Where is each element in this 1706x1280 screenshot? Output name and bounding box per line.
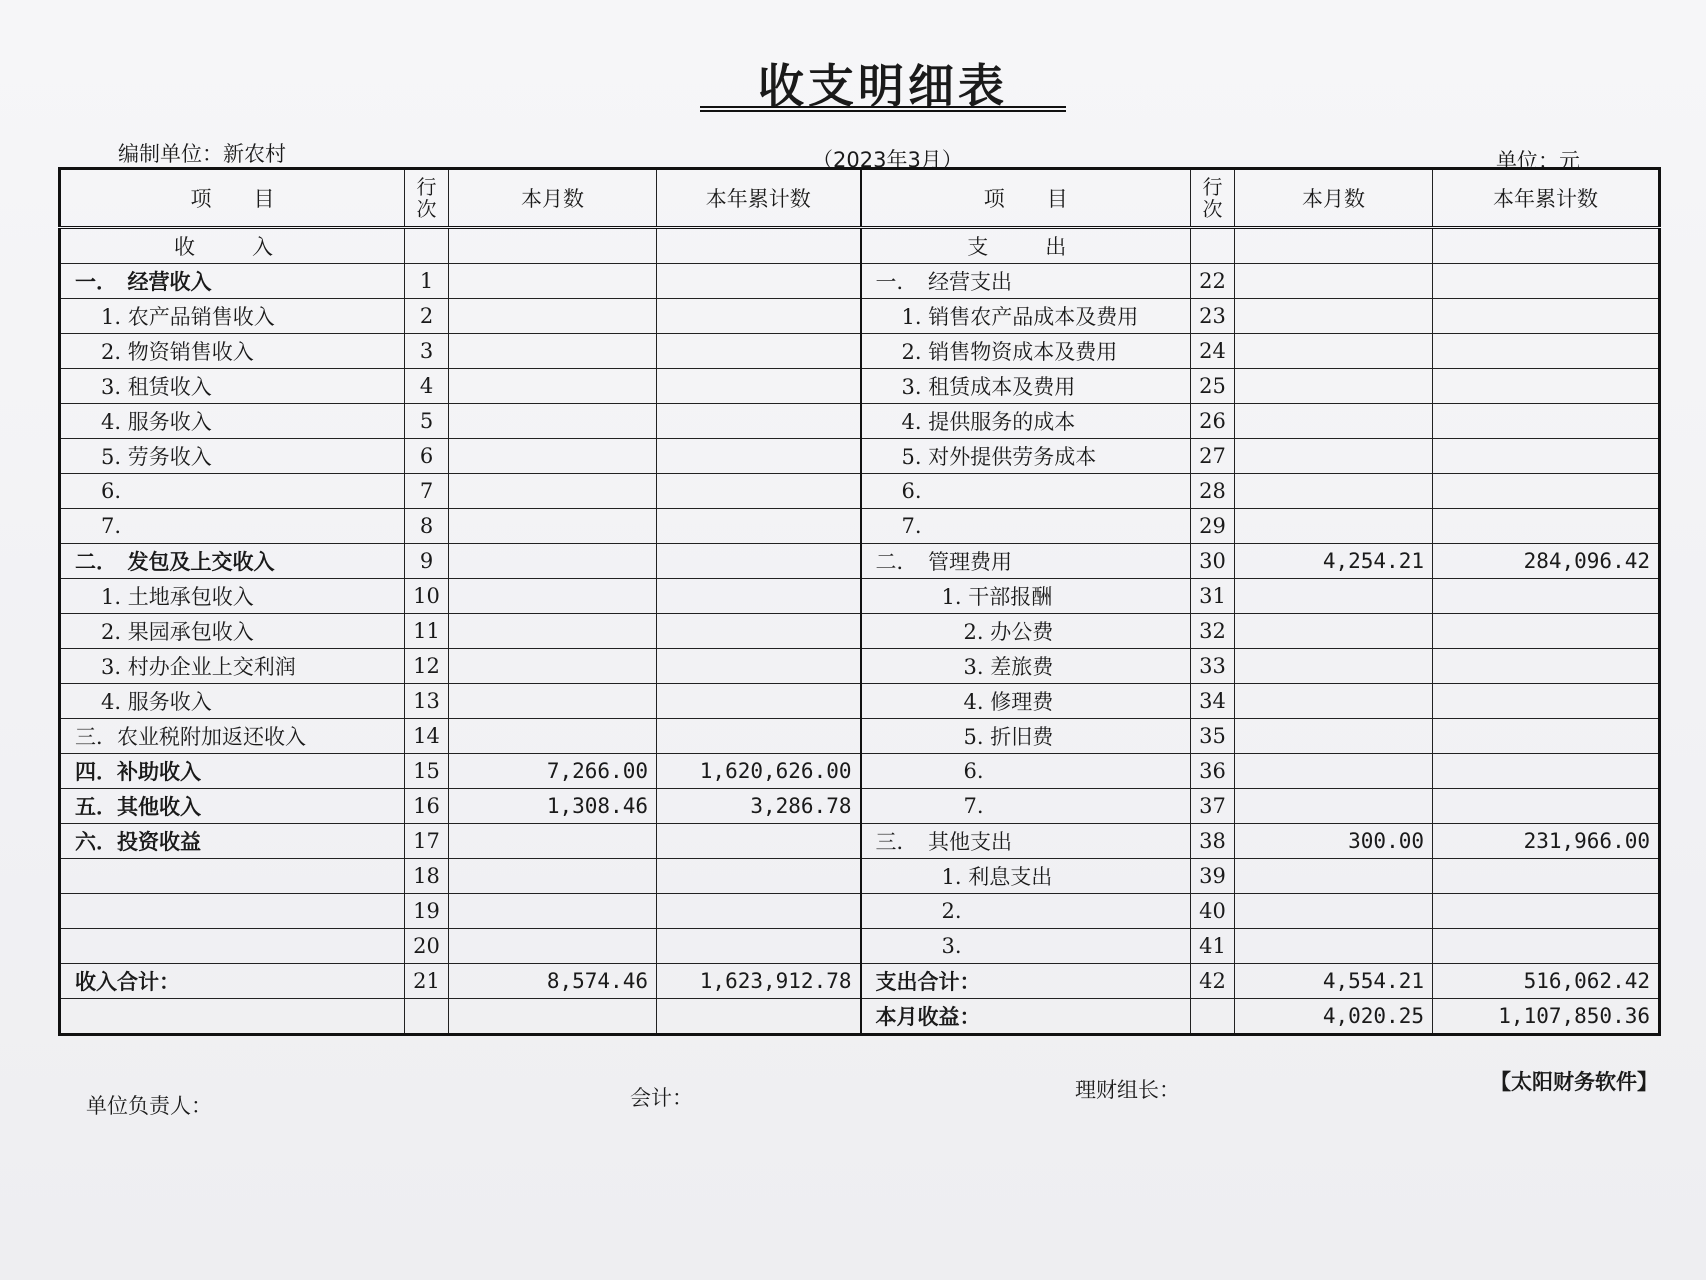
right-month-value-cell bbox=[1235, 719, 1433, 754]
left-line-no-cell: 19 bbox=[405, 894, 449, 929]
table-row bbox=[60, 264, 1660, 299]
right-line-no-cell: 25 bbox=[1191, 369, 1235, 404]
right-line-no-cell: 39 bbox=[1191, 859, 1235, 894]
left-ytd-value-cell: 1,623,912.78 bbox=[657, 964, 861, 999]
right-ytd-value-cell bbox=[1433, 404, 1660, 439]
left-ytd-value-cell bbox=[657, 684, 861, 719]
table-row bbox=[60, 999, 1660, 1035]
left-line-no-cell: 8 bbox=[405, 509, 449, 544]
right-item-cell: 2. 销售物资成本及费用 bbox=[861, 334, 1191, 369]
right-month-value-cell bbox=[1235, 264, 1433, 299]
left-month-value-cell bbox=[449, 894, 657, 929]
right-line-no-cell: 34 bbox=[1191, 684, 1235, 719]
table-row bbox=[60, 649, 1660, 684]
left-line-no-cell: 14 bbox=[405, 719, 449, 754]
left-month-value-cell bbox=[449, 228, 657, 264]
left-line-no-cell bbox=[405, 228, 449, 264]
left-item-cell: 3. 村办企业上交利润 bbox=[60, 649, 405, 684]
right-month-value-cell bbox=[1235, 474, 1433, 509]
left-month-value-cell bbox=[449, 299, 657, 334]
right-line-no-cell: 32 bbox=[1191, 614, 1235, 649]
right-ytd-value-cell bbox=[1433, 754, 1660, 789]
left-item-cell: 二． 发包及上交收入 bbox=[60, 544, 405, 579]
left-item-cell: 1. 农产品销售收入 bbox=[60, 299, 405, 334]
left-item-cell: 五．其他收入 bbox=[60, 789, 405, 824]
right-item-cell: 5. 折旧费 bbox=[861, 719, 1191, 754]
right-line-no-cell: 28 bbox=[1191, 474, 1235, 509]
right-item-cell: 7. bbox=[861, 509, 1191, 544]
right-item-cell: 本月收益： bbox=[861, 999, 1191, 1035]
left-line-no-cell: 5 bbox=[405, 404, 449, 439]
left-month-value-cell: 7,266.00 bbox=[449, 754, 657, 789]
right-line-no-cell: 33 bbox=[1191, 649, 1235, 684]
left-line-no-cell: 10 bbox=[405, 579, 449, 614]
right-ytd-value-cell bbox=[1433, 228, 1660, 264]
left-item-cell: 4. 服务收入 bbox=[60, 684, 405, 719]
right-line-no-cell: 41 bbox=[1191, 929, 1235, 964]
right-ytd-value-cell bbox=[1433, 894, 1660, 929]
right-ytd-value-cell: 284,096.42 bbox=[1433, 544, 1660, 579]
right-ytd-value-cell bbox=[1433, 929, 1660, 964]
right-ytd-value-cell bbox=[1433, 474, 1660, 509]
header-month-right: 本月数 bbox=[1235, 169, 1433, 228]
left-line-no-cell bbox=[405, 999, 449, 1035]
left-month-value-cell bbox=[449, 999, 657, 1035]
right-item-cell: 7. bbox=[861, 789, 1191, 824]
table-header-row bbox=[60, 169, 1660, 228]
right-month-value-cell bbox=[1235, 859, 1433, 894]
right-item-cell: 一． 经营支出 bbox=[861, 264, 1191, 299]
right-item-cell: 6. bbox=[861, 474, 1191, 509]
table-row bbox=[60, 334, 1660, 369]
left-line-no-cell: 9 bbox=[405, 544, 449, 579]
right-month-value-cell bbox=[1235, 894, 1433, 929]
left-month-value-cell bbox=[449, 579, 657, 614]
left-month-value-cell bbox=[449, 439, 657, 474]
left-line-no-cell: 7 bbox=[405, 474, 449, 509]
left-line-no-cell: 11 bbox=[405, 614, 449, 649]
left-ytd-value-cell bbox=[657, 894, 861, 929]
left-month-value-cell bbox=[449, 859, 657, 894]
right-item-cell: 4. 提供服务的成本 bbox=[861, 404, 1191, 439]
right-month-value-cell bbox=[1235, 649, 1433, 684]
left-line-no-cell: 20 bbox=[405, 929, 449, 964]
left-item-cell: 收 入 bbox=[60, 228, 405, 264]
right-item-cell: 2. bbox=[861, 894, 1191, 929]
right-line-no-cell: 42 bbox=[1191, 964, 1235, 999]
right-item-cell: 2. 办公费 bbox=[861, 614, 1191, 649]
right-line-no-cell: 40 bbox=[1191, 894, 1235, 929]
header-item-left: 项 目 bbox=[60, 169, 405, 228]
right-month-value-cell: 300.00 bbox=[1235, 824, 1433, 859]
right-item-cell: 3. 租赁成本及费用 bbox=[861, 369, 1191, 404]
table-row bbox=[60, 228, 1660, 264]
left-item-cell: 四．补助收入 bbox=[60, 754, 405, 789]
right-ytd-value-cell bbox=[1433, 684, 1660, 719]
footer-software: 【太阳财务软件】 bbox=[1490, 1070, 1658, 1094]
left-item-cell: 7. bbox=[60, 509, 405, 544]
header-line-bottom: 次 bbox=[416, 197, 437, 221]
left-line-no-cell: 13 bbox=[405, 684, 449, 719]
left-ytd-value-cell bbox=[657, 439, 861, 474]
right-ytd-value-cell bbox=[1433, 369, 1660, 404]
left-ytd-value-cell bbox=[657, 719, 861, 754]
right-item-cell: 1. 干部报酬 bbox=[861, 579, 1191, 614]
left-item-cell: 三．农业税附加返还收入 bbox=[60, 719, 405, 754]
left-ytd-value-cell bbox=[657, 474, 861, 509]
left-line-no-cell: 4 bbox=[405, 369, 449, 404]
right-item-cell: 3. bbox=[861, 929, 1191, 964]
org-label: 编制单位：新农村 bbox=[118, 142, 286, 166]
right-line-no-cell: 22 bbox=[1191, 264, 1235, 299]
header-ytd-left: 本年累计数 bbox=[657, 169, 861, 228]
right-month-value-cell bbox=[1235, 614, 1433, 649]
right-item-cell: 6. bbox=[861, 754, 1191, 789]
left-item-cell bbox=[60, 929, 405, 964]
right-item-cell: 支出合计： bbox=[861, 964, 1191, 999]
left-line-no-cell: 17 bbox=[405, 824, 449, 859]
table-row bbox=[60, 439, 1660, 474]
right-line-no-cell: 23 bbox=[1191, 299, 1235, 334]
title-underline-bottom bbox=[700, 110, 1066, 112]
right-line-no-cell: 29 bbox=[1191, 509, 1235, 544]
right-ytd-value-cell bbox=[1433, 439, 1660, 474]
table-row bbox=[60, 299, 1660, 334]
header-ytd-right: 本年累计数 bbox=[1433, 169, 1660, 228]
right-ytd-value-cell bbox=[1433, 299, 1660, 334]
left-month-value-cell bbox=[449, 509, 657, 544]
left-item-cell: 1. 土地承包收入 bbox=[60, 579, 405, 614]
left-ytd-value-cell bbox=[657, 649, 861, 684]
right-ytd-value-cell bbox=[1433, 789, 1660, 824]
table-row bbox=[60, 964, 1660, 999]
right-ytd-value-cell bbox=[1433, 334, 1660, 369]
right-line-no-cell: 37 bbox=[1191, 789, 1235, 824]
right-month-value-cell bbox=[1235, 789, 1433, 824]
document-title: 收支明细表 bbox=[758, 59, 1008, 113]
right-line-no-cell bbox=[1191, 999, 1235, 1035]
left-month-value-cell bbox=[449, 684, 657, 719]
left-item-cell bbox=[60, 859, 405, 894]
table-row bbox=[60, 544, 1660, 579]
right-ytd-value-cell bbox=[1433, 649, 1660, 684]
left-item-cell: 2. 物资销售收入 bbox=[60, 334, 405, 369]
left-month-value-cell bbox=[449, 929, 657, 964]
right-line-no-cell: 24 bbox=[1191, 334, 1235, 369]
left-ytd-value-cell bbox=[657, 404, 861, 439]
right-line-no-cell: 26 bbox=[1191, 404, 1235, 439]
left-ytd-value-cell bbox=[657, 824, 861, 859]
left-item-cell: 3. 租赁收入 bbox=[60, 369, 405, 404]
right-item-cell: 二． 管理费用 bbox=[861, 544, 1191, 579]
left-month-value-cell bbox=[449, 369, 657, 404]
left-ytd-value-cell bbox=[657, 929, 861, 964]
table-row bbox=[60, 789, 1660, 824]
table-row bbox=[60, 579, 1660, 614]
right-ytd-value-cell bbox=[1433, 579, 1660, 614]
left-ytd-value-cell: 3,286.78 bbox=[657, 789, 861, 824]
left-ytd-value-cell bbox=[657, 614, 861, 649]
left-ytd-value-cell: 1,620,626.00 bbox=[657, 754, 861, 789]
left-line-no-cell: 21 bbox=[405, 964, 449, 999]
right-ytd-value-cell bbox=[1433, 509, 1660, 544]
header-line-top: 行 bbox=[1202, 175, 1223, 199]
left-line-no-cell: 16 bbox=[405, 789, 449, 824]
right-month-value-cell bbox=[1235, 684, 1433, 719]
right-line-no-cell: 31 bbox=[1191, 579, 1235, 614]
left-month-value-cell bbox=[449, 824, 657, 859]
table-row bbox=[60, 474, 1660, 509]
left-ytd-value-cell bbox=[657, 228, 861, 264]
table-row bbox=[60, 684, 1660, 719]
table-row bbox=[60, 824, 1660, 859]
right-item-cell: 5. 对外提供劳务成本 bbox=[861, 439, 1191, 474]
left-item-cell bbox=[60, 999, 405, 1035]
right-line-no-cell: 38 bbox=[1191, 824, 1235, 859]
left-ytd-value-cell bbox=[657, 999, 861, 1035]
right-month-value-cell bbox=[1235, 579, 1433, 614]
left-item-cell: 收入合计： bbox=[60, 964, 405, 999]
footer-accountant: 会计： bbox=[630, 1086, 693, 1110]
right-item-cell: 支 出 bbox=[861, 228, 1191, 264]
right-line-no-cell: 35 bbox=[1191, 719, 1235, 754]
left-ytd-value-cell bbox=[657, 264, 861, 299]
unit-label: 单位：元 bbox=[1496, 149, 1580, 173]
left-line-no-cell: 1 bbox=[405, 264, 449, 299]
left-ytd-value-cell bbox=[657, 544, 861, 579]
left-month-value-cell bbox=[449, 474, 657, 509]
left-ytd-value-cell bbox=[657, 859, 861, 894]
right-month-value-cell: 4,020.25 bbox=[1235, 999, 1433, 1035]
right-ytd-value-cell: 516,062.42 bbox=[1433, 964, 1660, 999]
left-item-cell bbox=[60, 894, 405, 929]
right-item-cell: 1. 销售农产品成本及费用 bbox=[861, 299, 1191, 334]
table-row bbox=[60, 894, 1660, 929]
right-month-value-cell bbox=[1235, 334, 1433, 369]
right-month-value-cell bbox=[1235, 929, 1433, 964]
header-line-top: 行 bbox=[416, 175, 437, 199]
footer-manager: 单位负责人： bbox=[86, 1094, 212, 1118]
table-row bbox=[60, 509, 1660, 544]
left-month-value-cell bbox=[449, 264, 657, 299]
left-item-cell: 6. bbox=[60, 474, 405, 509]
header-line-bottom: 次 bbox=[1202, 197, 1223, 221]
right-month-value-cell bbox=[1235, 299, 1433, 334]
header-line-no-right bbox=[1191, 169, 1235, 228]
table-row bbox=[60, 404, 1660, 439]
left-month-value-cell bbox=[449, 614, 657, 649]
right-item-cell: 3. 差旅费 bbox=[861, 649, 1191, 684]
left-item-cell: 5. 劳务收入 bbox=[60, 439, 405, 474]
footer-finance-leader: 理财组长： bbox=[1075, 1078, 1180, 1102]
right-ytd-value-cell bbox=[1433, 264, 1660, 299]
right-month-value-cell: 4,254.21 bbox=[1235, 544, 1433, 579]
right-item-cell: 1. 利息支出 bbox=[861, 859, 1191, 894]
left-month-value-cell: 8,574.46 bbox=[449, 964, 657, 999]
right-item-cell: 4. 修理费 bbox=[861, 684, 1191, 719]
right-month-value-cell bbox=[1235, 369, 1433, 404]
income-expense-table bbox=[58, 167, 1661, 1036]
right-ytd-value-cell: 231,966.00 bbox=[1433, 824, 1660, 859]
table-row bbox=[60, 614, 1660, 649]
header-item-right: 项 目 bbox=[861, 169, 1191, 228]
left-month-value-cell bbox=[449, 404, 657, 439]
left-month-value-cell bbox=[449, 649, 657, 684]
left-ytd-value-cell bbox=[657, 369, 861, 404]
left-ytd-value-cell bbox=[657, 334, 861, 369]
right-ytd-value-cell: 1,107,850.36 bbox=[1433, 999, 1660, 1035]
left-line-no-cell: 15 bbox=[405, 754, 449, 789]
right-line-no-cell: 36 bbox=[1191, 754, 1235, 789]
left-line-no-cell: 6 bbox=[405, 439, 449, 474]
left-month-value-cell bbox=[449, 544, 657, 579]
left-month-value-cell: 1,308.46 bbox=[449, 789, 657, 824]
left-line-no-cell: 18 bbox=[405, 859, 449, 894]
left-ytd-value-cell bbox=[657, 509, 861, 544]
right-line-no-cell bbox=[1191, 228, 1235, 264]
table-row bbox=[60, 929, 1660, 964]
table-row bbox=[60, 754, 1660, 789]
left-line-no-cell: 2 bbox=[405, 299, 449, 334]
left-ytd-value-cell bbox=[657, 579, 861, 614]
right-ytd-value-cell bbox=[1433, 859, 1660, 894]
left-line-no-cell: 12 bbox=[405, 649, 449, 684]
left-item-cell: 2. 果园承包收入 bbox=[60, 614, 405, 649]
right-item-cell: 三． 其他支出 bbox=[861, 824, 1191, 859]
table-row bbox=[60, 719, 1660, 754]
left-item-cell: 六．投资收益 bbox=[60, 824, 405, 859]
left-item-cell: 4. 服务收入 bbox=[60, 404, 405, 439]
right-month-value-cell bbox=[1235, 404, 1433, 439]
right-month-value-cell: 4,554.21 bbox=[1235, 964, 1433, 999]
right-ytd-value-cell bbox=[1433, 719, 1660, 754]
right-month-value-cell bbox=[1235, 439, 1433, 474]
right-month-value-cell bbox=[1235, 754, 1433, 789]
header-month-left: 本月数 bbox=[449, 169, 657, 228]
left-month-value-cell bbox=[449, 334, 657, 369]
right-month-value-cell bbox=[1235, 228, 1433, 264]
left-ytd-value-cell bbox=[657, 299, 861, 334]
right-line-no-cell: 30 bbox=[1191, 544, 1235, 579]
table-row bbox=[60, 369, 1660, 404]
right-ytd-value-cell bbox=[1433, 614, 1660, 649]
report-period: （2023年3月） bbox=[812, 148, 963, 172]
left-line-no-cell: 3 bbox=[405, 334, 449, 369]
left-month-value-cell bbox=[449, 719, 657, 754]
right-month-value-cell bbox=[1235, 509, 1433, 544]
title-underline-top bbox=[700, 106, 1066, 108]
left-item-cell: 一． 经营收入 bbox=[60, 264, 405, 299]
header-line-no-left bbox=[405, 169, 449, 228]
right-line-no-cell: 27 bbox=[1191, 439, 1235, 474]
table-row bbox=[60, 859, 1660, 894]
